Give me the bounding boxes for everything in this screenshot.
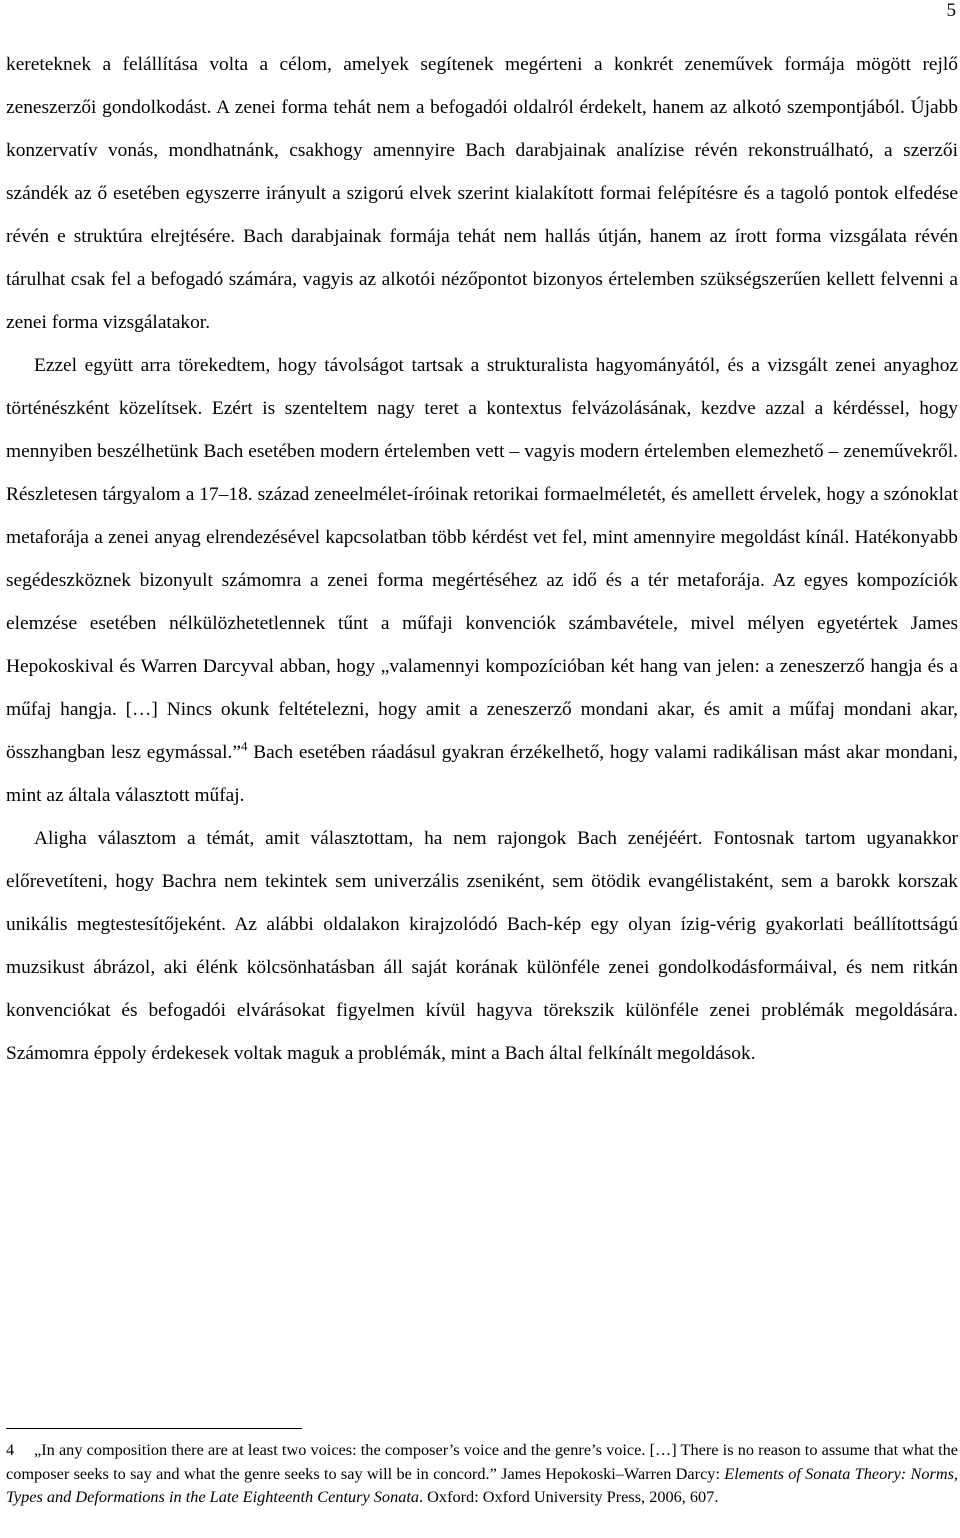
footnote-book-title: Elements of Sonata Theory: Norms, Types and Deformations in the Late Eighteenth Century Sonata xyxy=(6,1463,959,1506)
footnote-divider xyxy=(6,1428,302,1429)
body-text xyxy=(6,43,958,1075)
paragraph-2-text: Ezzel együtt arra törekedtem, hogy távolságot tartsak a strukturalista hagyományától, és a vizsgált zenei anyaghoz történészként közelítsek. Ezért is szenteltem nagy teret a kontextus felvázolásának, kezdve azzal a kérdéssel, hogy mennyiben beszélhetünk Bach esetében modern értelemben vett – vagyis modern értelemben elemezhető – zeneművekről. Részletesen tárgyalom a 17–18. század zeneelmélet-íróinak retorikai formaelméletét, és amellett érvelek, hogy a szónoklat metaforája a zenei anyag elrendezésével kapcsolatban több kérdést vet fel, mint amennyire megoldást kínál. Hatékonyabb segédeszköznek bizonyult számomra a zenei forma megértéséhez az idő és a tér metaforája. Az egyes kompozíciók elemzése esetében nélkülözhetetlennek tűnt a műfaji konvenciók számbavétele, mivel mélyen egyetértek James Hepokoskival és Warren Darcyval abban, hogy „valamennyi kompozícióban két hang van jelen: a zeneszerző hangja és a műfaj hangja. […] Nincs okunk feltételezni, hogy amit a zeneszerző mondani akar, és amit a műfaj mondani akar, összhangban lesz egymással.” xyxy=(6,355,958,763)
footnote-number: 4 xyxy=(6,1440,15,1459)
footnote-reference[interactable]: 4 xyxy=(240,738,248,754)
paragraph-2-text-continued: Bach esetében ráadásul gyakran érzékelhető, hogy valami radikálisan mást akar mondani, mint az általa választott műfaj. xyxy=(6,742,958,806)
footnote-authors: James Hepokoski–Warren Darcy: xyxy=(501,1463,725,1483)
page-number: 5 xyxy=(946,0,956,21)
footnote-text xyxy=(6,1438,958,1509)
footnote-publication: . Oxford: Oxford University Press, 2006, 607. xyxy=(419,1487,719,1506)
paragraph-3: Aligha választom a témát, amit választottam, ha nem rajongok Bach zenéjéért. Fontosnak tartom ugyanakkor előrevetíteni, hogy Bachra nem tekintek sem univerzális zseniként, sem ötödik evangélistaként, sem a barokk korszak unikális megtestesítőjeként. Az alábbi oldalakon kirajzolódó Bach-kép egy olyan ízig-vérig gyakorlati beállítottságú muzsikust ábrázol, aki élénk kölcsönhatásban áll saját korának különféle zenei gondolkodásformáival, és nem ritkán konvenciókat és befogadói elvárásokat figyelmen kívül hagyva törekszik különféle zenei problémák megoldására. Számomra éppoly érdekesek voltak maguk a problémák, mint a Bach által felkínált megoldások. xyxy=(6,828,958,1064)
footnote-quote: „In any composition there are at least two voices: the composer’s voice and the genre’s voice. […] There is no reason to assume that what the composer seeks to say and what the genre seeks to say will be in concord.” xyxy=(6,1440,958,1483)
footnote xyxy=(6,1438,958,1509)
paragraph-2 xyxy=(6,344,958,817)
paragraph-1: kereteknek a felállítása volta a célom, amelyek segítenek megérteni a konkrét zeneművek formája mögött rejlő zeneszerzői gondolkodást. A zenei forma tehát nem a befogadói oldalról érdekelt, hanem az alkotó szempontjából. Újabb konzervatív vonás, mondhatnánk, csakhogy amennyire Bach darabjainak analízise révén rekonstruálható, a szerzői szándék az ő esetében egyszerre irányult a szigorú elvek szerint kialakított formai felépítésre és a tagoló pontok elfedése révén e struktúra elrejtésére. Bach darabjainak formája tehát nem hallás útján, hanem az írott forma vizsgálata révén tárulhat csak fel a befogadó számára, vagyis az alkotói nézőpontot bizonyos értelemben szükségszerűen kellett felvenni a zenei forma vizsgálatakor. xyxy=(6,54,958,333)
